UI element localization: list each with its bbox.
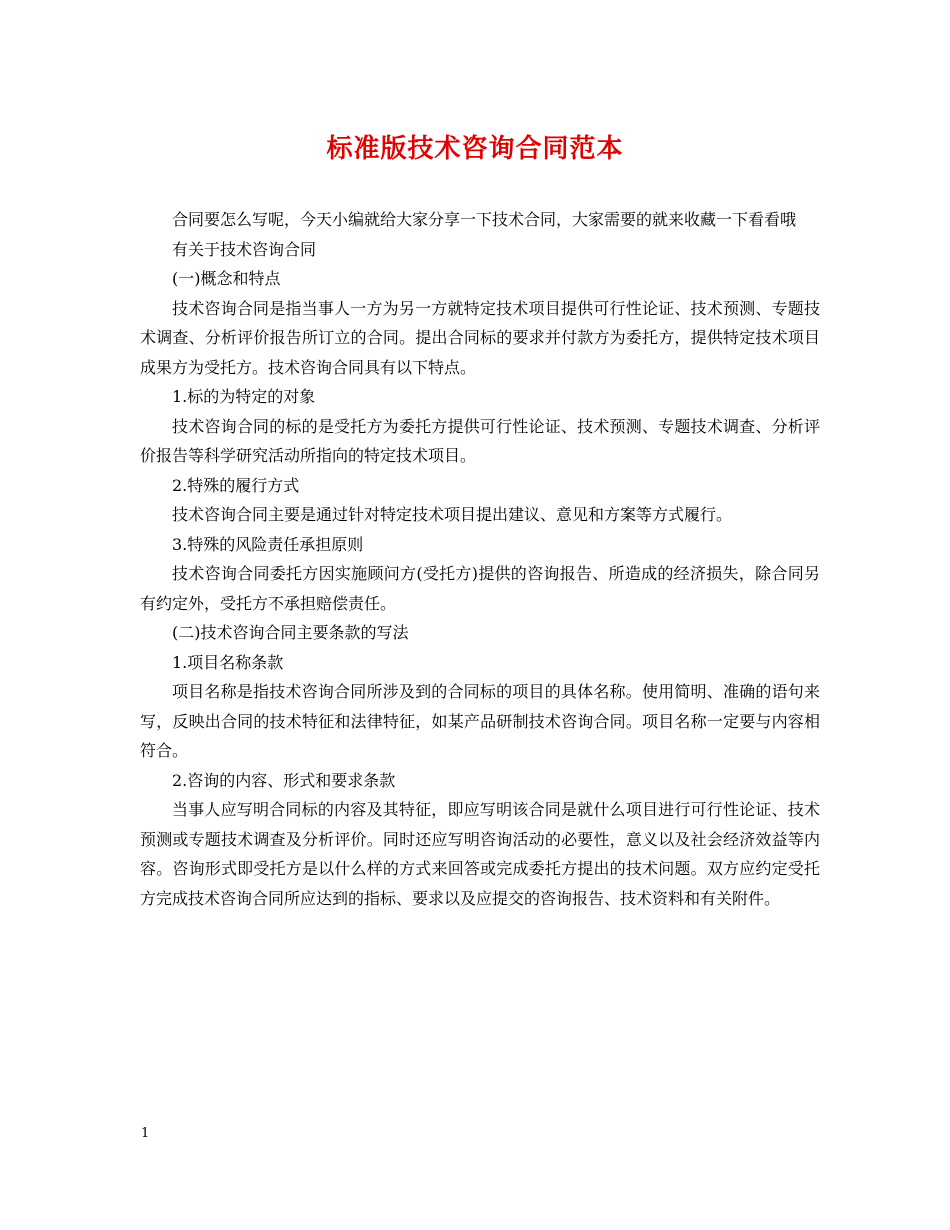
- document-title: 标准版技术咨询合同范本: [326, 134, 624, 164]
- section-heading-clauses: (二)技术咨询合同主要条款的写法: [172, 623, 409, 642]
- paragraph-intro: 合同要怎么写呢，今天小编就给大家分享一下技术合同，大家需要的就来收藏一下看看哦: [172, 210, 797, 229]
- paragraph-clause-2: 当事人应写明合同标的内容及其特征，即应写明该合同是就什么项目进行可行性论证、技术预测或专题技术调查及分析评价。同时还应写明咨询活动的必要性，意义以及社会经济效益等内容。咨询形式即受托方是以什么样的方式来回答或完成委托方提出的技术问题。双方应约定受托方完成技术咨询合同所应达到的指标、要求以及应提交的咨询报告、技术资料和有关附件。: [140, 800, 820, 908]
- paragraph-feature-2: 技术咨询合同主要是通过针对特定技术项目提出建议、意见和方案等方式履行。: [172, 505, 733, 524]
- document-body: [140, 205, 820, 913]
- subheading-clause-1: 1.项目名称条款: [172, 652, 284, 672]
- paragraph-feature-3: 技术咨询合同委托方因实施顾问方(受托方)提供的咨询报告、所造成的经济损失，除合同另有约定外，受托方不承担赔偿责任。: [140, 564, 820, 613]
- paragraph-clause-1: 项目名称是指技术咨询合同所涉及到的合同标的项目的具体名称。使用简明、准确的语句来写，反映出合同的技术特征和法律特征，如某产品研制技术咨询合同。项目名称一定要与内容相符合。: [140, 682, 820, 760]
- paragraph-feature-1: 技术咨询合同的标的是受托方为委托方提供可行性论证、技术预测、专题技术调查、分析评价报告等科学研究活动所指向的特定技术项目。: [140, 416, 820, 465]
- subheading-feature-3: 3.特殊的风险责任承担原则: [172, 534, 364, 554]
- page-number: 1: [141, 1126, 150, 1141]
- section-heading-concept: (一)概念和特点: [172, 269, 281, 288]
- subheading-feature-1: 1.标的为特定的对象: [172, 387, 316, 406]
- paragraph-heading-about: 有关于技术咨询合同: [172, 239, 317, 259]
- paragraph-definition: 技术咨询合同是指当事人一方为另一方就特定技术项目提供可行性论证、技术预测、专题技术调查、分析评价报告所订立的合同。提出合同标的要求并付款方为委托方，提供特定技术项目成果方为受托方。技术咨询合同具有以下特点。: [140, 298, 820, 377]
- subheading-feature-2: 2.特殊的履行方式: [172, 475, 300, 495]
- subheading-clause-2: 2.咨询的内容、形式和要求条款: [172, 770, 396, 790]
